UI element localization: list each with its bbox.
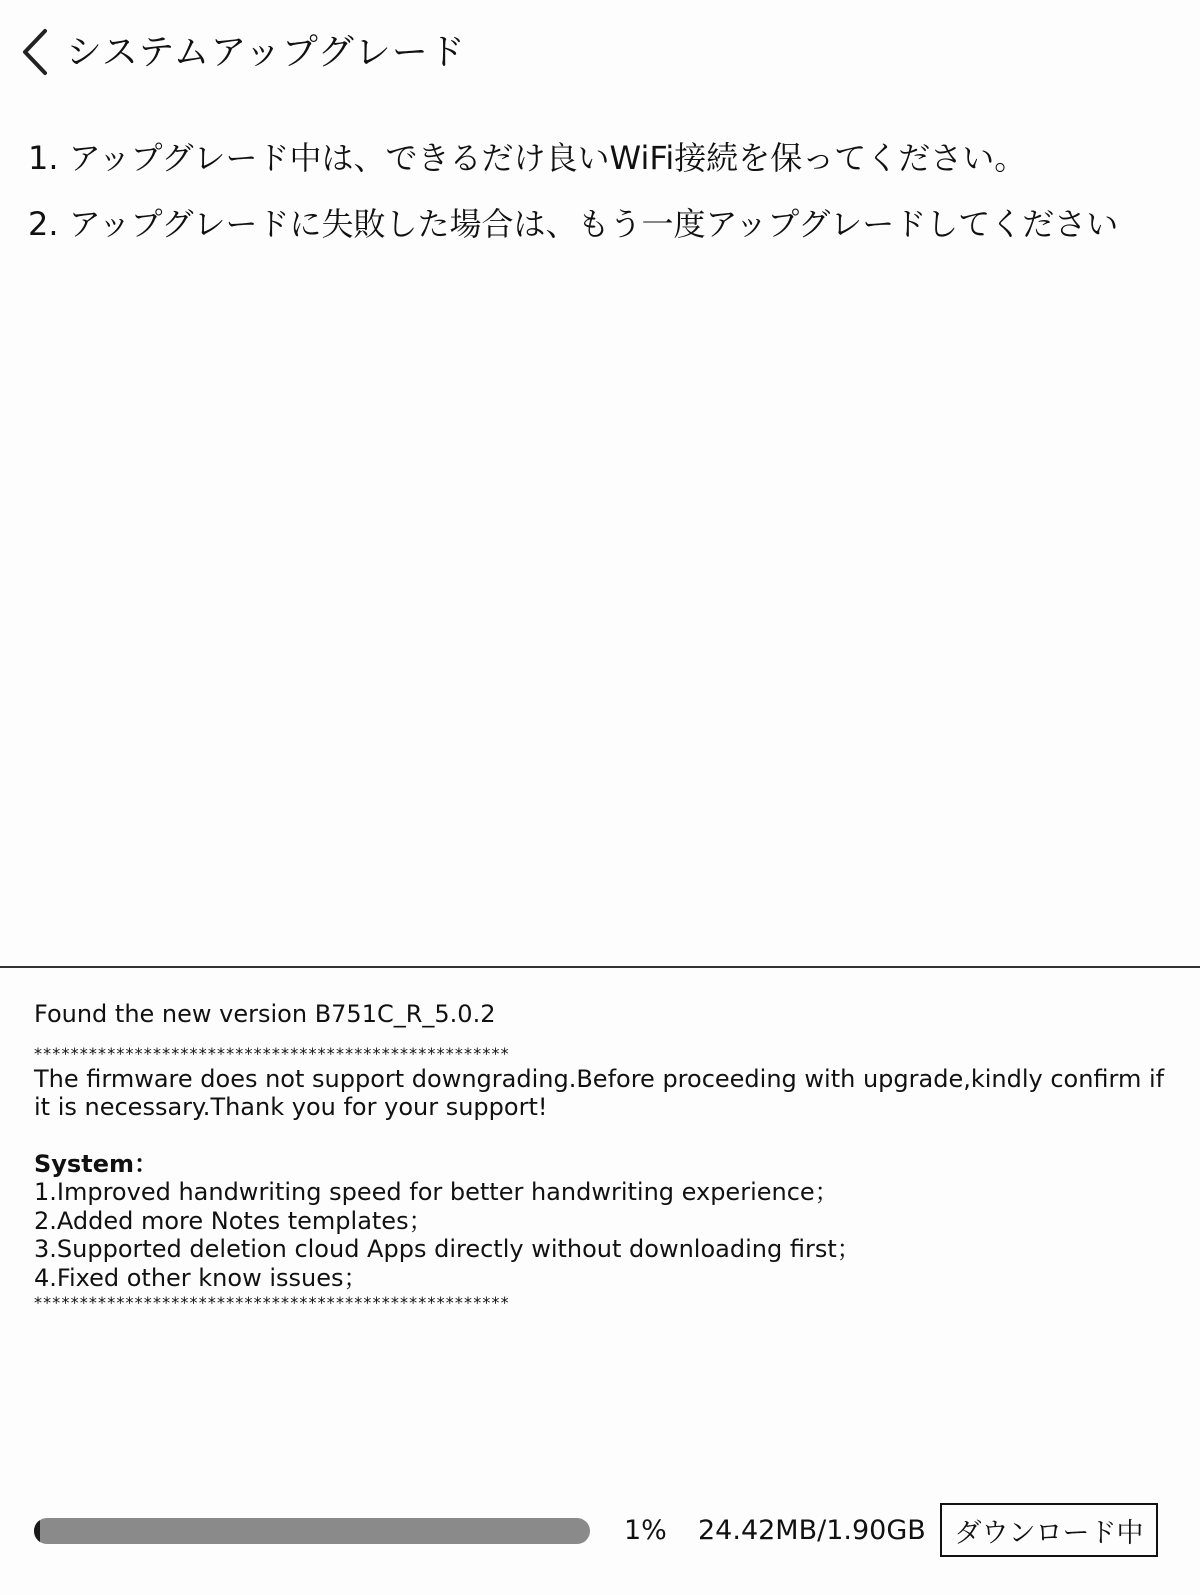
header-bar xyxy=(0,0,1200,110)
progress-percent: 1% xyxy=(624,1515,667,1546)
found-version-text: Found the new version B751C_R_5.0.2 xyxy=(34,1000,496,1028)
separator-top: **************************************************** xyxy=(34,1043,510,1063)
back-button[interactable] xyxy=(8,22,60,82)
system-item: 1.Improved handwriting speed for better handwriting experience； xyxy=(34,1178,839,1206)
note-line-1: 1. アップグレード中は、できるだけ良いWiFi接続を保ってください。 xyxy=(28,139,1027,177)
chevron-left-icon xyxy=(17,27,51,77)
upgrade-notes xyxy=(28,125,1178,257)
spacer xyxy=(34,1122,1174,1150)
separator-bottom: **************************************************** xyxy=(34,1293,510,1312)
section-divider xyxy=(0,966,1200,968)
download-progress-bar xyxy=(34,1518,590,1544)
system-item: 2.Added more Notes templates； xyxy=(34,1206,433,1235)
system-item: 3.Supported deletion cloud Apps directly without downloading first； xyxy=(34,1235,861,1263)
page-title: システムアップグレード xyxy=(66,32,466,73)
system-section-title: System： xyxy=(34,1149,158,1178)
system-item: 4.Fixed other know issues； xyxy=(34,1263,368,1292)
downgrade-warning: The firmware does not support downgrading.Before proceeding with upgrade,kindly confirm if it is necessary.Thank you for your support! xyxy=(34,1064,1165,1121)
download-progress-fill xyxy=(34,1518,40,1544)
download-status-button[interactable]: ダウンロード中 xyxy=(940,1503,1158,1557)
note-line-2: 2. アップグレードに失敗した場合は、もう一度アップグレードしてください xyxy=(28,205,1119,243)
download-size: 24.42MB/1.90GB xyxy=(698,1515,926,1546)
download-bar xyxy=(0,1500,1200,1562)
release-notes xyxy=(34,1000,1174,1314)
